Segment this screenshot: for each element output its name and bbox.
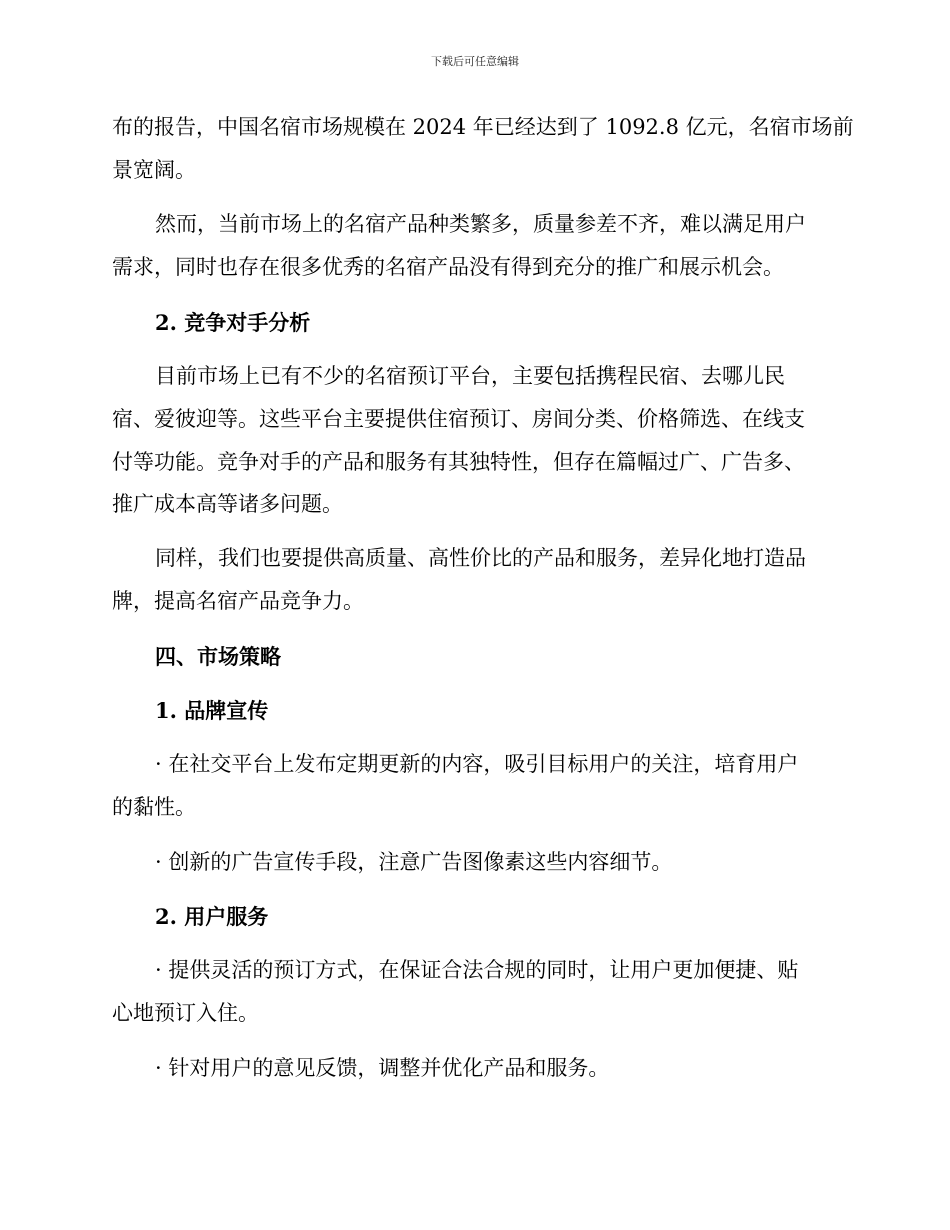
bullet-line: · 创新的广告宣传手段，注意广告图像素这些内容细节。 [155,850,673,874]
section-heading: 1. 品牌宣传 [155,698,269,723]
bullet-line: · 提供灵活的预订方式，在保证合法合规的同时，让用户更加便捷、贴 [155,958,799,982]
paragraph-line: 宿、爱彼迎等。这些平台主要提供住宿预订、房间分类、价格筛选、在线支 [112,407,805,431]
bullet-line: 的黏性。 [112,795,196,819]
section-heading: 2. 用户服务 [155,904,269,929]
paragraph-line: 景宽阔。 [112,158,196,182]
paragraph-line: 目前市场上已有不少的名宿预订平台，主要包括携程民宿、去哪儿民 [155,364,785,388]
chapter-heading: 四、市场策略 [155,644,281,669]
paragraph-line: 布的报告，中国名宿市场规模在 2024 年已经达到了 1092.8 亿元，名宿市场前 [112,115,854,139]
bullet-line: · 针对用户的意见反馈，调整并优化产品和服务。 [155,1056,610,1080]
section-heading: 2. 竞争对手分析 [155,310,311,335]
paragraph-line: 然而，当前市场上的名宿产品种类繁多，质量参差不齐，难以满足用户 [155,212,806,236]
paragraph-line: 推广成本高等诸多问题。 [112,492,343,516]
page-header: 下载后可任意编辑 [431,55,519,68]
paragraph-line: 付等功能。竞争对手的产品和服务有其独特性，但存在篇幅过广、广告多、 [112,450,805,474]
paragraph-line: 牌，提高名宿产品竞争力。 [112,589,364,613]
bullet-line: 心地预订入住。 [112,1001,259,1025]
paragraph-line: 同样，我们也要提供高质量、高性价比的产品和服务，差异化地打造品 [155,546,806,570]
bullet-line: · 在社交平台上发布定期更新的内容，吸引目标用户的关注，培育用户 [155,752,799,776]
paragraph-line: 需求，同时也存在很多优秀的名宿产品没有得到充分的推广和展示机会。 [112,255,784,279]
